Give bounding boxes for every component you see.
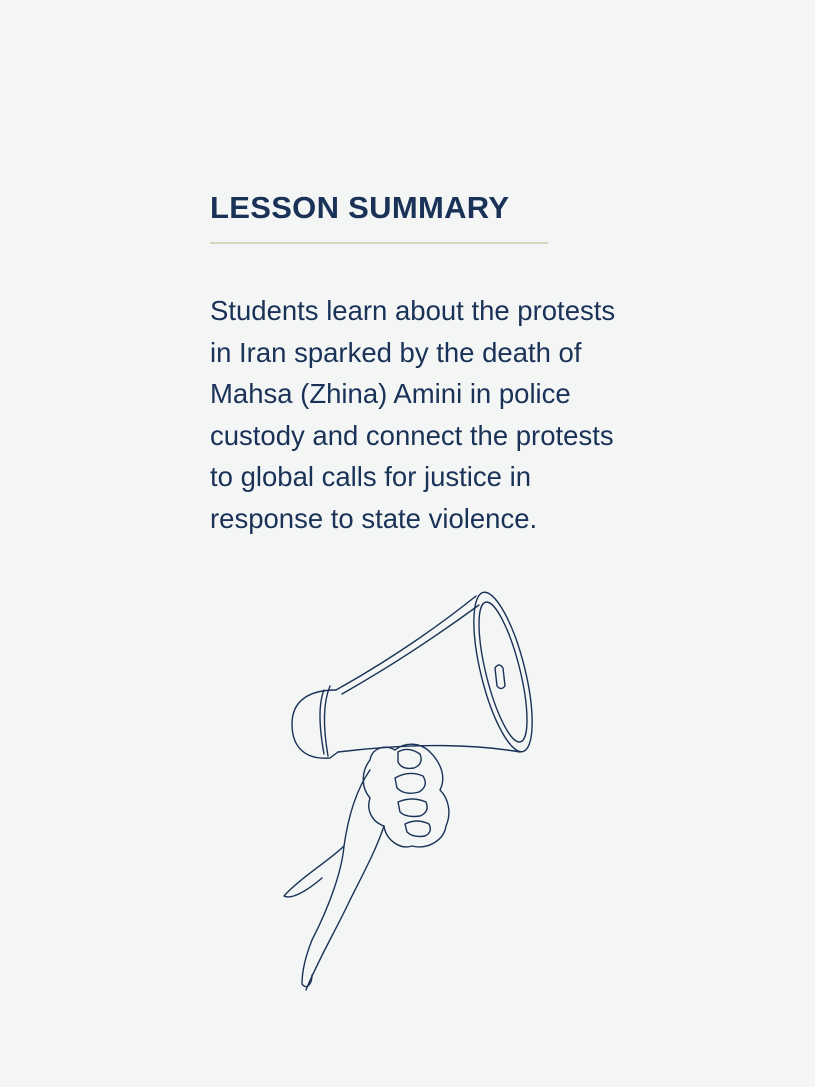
hand-holding-megaphone-icon <box>270 585 560 995</box>
megaphone-cone-top-2 <box>342 605 479 694</box>
megaphone-rear-cap <box>320 690 324 754</box>
megaphone-slot <box>495 665 505 689</box>
forearm-inner <box>302 846 344 987</box>
finger-1 <box>398 749 421 768</box>
forearm-left <box>284 770 370 897</box>
megaphone-cone-top <box>336 596 476 690</box>
finger-2 <box>395 773 425 793</box>
megaphone-rear-cap-2 <box>324 686 330 756</box>
finger-3 <box>398 799 427 817</box>
heading-divider <box>210 242 548 244</box>
section-heading: LESSON SUMMARY <box>210 190 510 225</box>
summary-text: Students learn about the protests in Iran sparked by the death of Mahsa (Zhina) Amini in police custody and connect the protests to global calls for justice in response to state violence. <box>210 295 616 534</box>
finger-4 <box>405 821 430 837</box>
megaphone-rear <box>292 690 338 758</box>
hand-fingers <box>363 744 449 847</box>
forearm-right <box>306 826 384 990</box>
